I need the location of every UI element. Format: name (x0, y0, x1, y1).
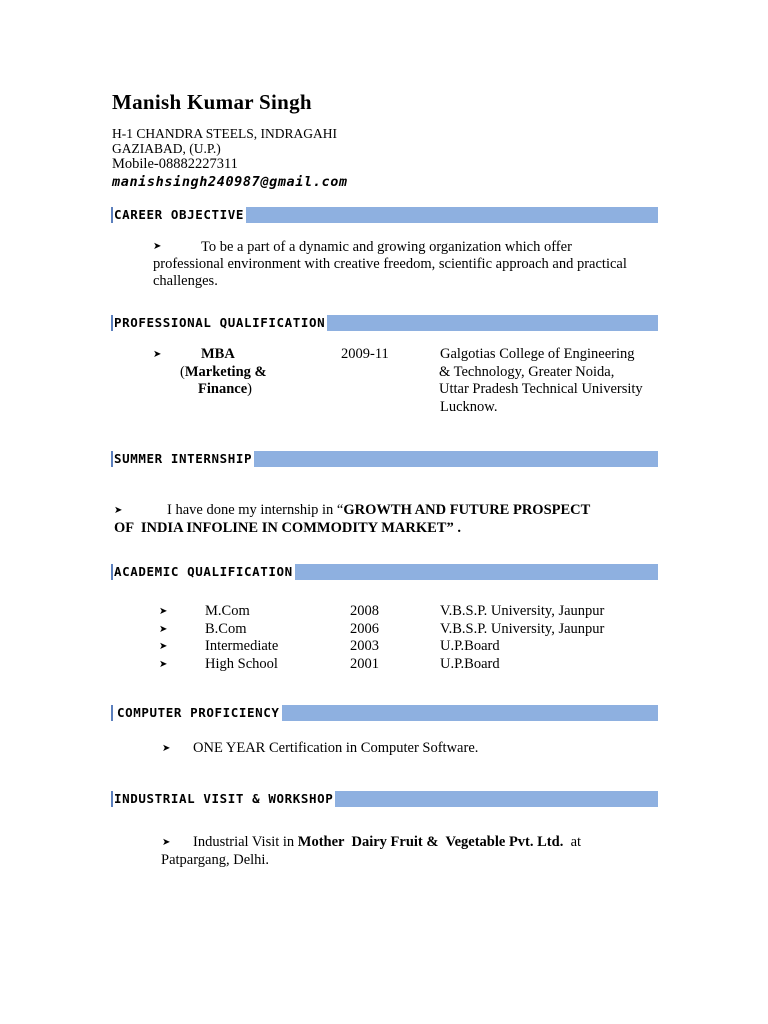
computer-item: ONE YEAR Certification in Computer Software. (193, 740, 479, 756)
objective-line-2: professional environment with creative freedom, scientific approach and practical (153, 256, 627, 272)
institute-line-3: Uttar Pradesh Technical University (439, 381, 643, 397)
board-cell: U.P.Board (440, 638, 500, 654)
degree-name: MBA (201, 346, 235, 362)
email-address: manishsingh240987@gmail.com (112, 174, 348, 190)
internship-line-2: OF INDIA INFOLINE IN COMMODITY MARKET” . (114, 520, 461, 536)
course-cell: B.Com (205, 621, 247, 637)
degree-year: 2009-11 (341, 346, 389, 362)
year-cell: 2001 (350, 656, 379, 672)
objective-line-1: To be a part of a dynamic and growing organization which offer (201, 239, 572, 255)
section-title: COMPUTER PROFICIENCY (113, 705, 282, 721)
section-title: INDUSTRIAL VISIT & WORKSHOP (114, 791, 334, 806)
candidate-name: Manish Kumar Singh (112, 90, 312, 114)
arrowhead-bullet-icon: ➤ (159, 641, 168, 652)
year-cell: 2006 (350, 621, 379, 637)
section-title: ACADEMIC QUALIFICATION (114, 564, 293, 579)
section-title: CAREER OBJECTIVE (114, 207, 245, 222)
section-header-industrial-visit (111, 791, 658, 807)
address-line-1: H-1 CHANDRA STEELS, INDRAGAHI (112, 126, 337, 141)
section-title: SUMMER INTERNSHIP (114, 451, 253, 466)
year-cell: 2003 (350, 638, 379, 654)
industrial-visit-line-2: Patpargang, Delhi. (161, 852, 270, 868)
arrowhead-bullet-icon: ➤ (159, 624, 168, 635)
internship-line-1: I have done my internship in “GROWTH AND FUTURE PROSPECT (167, 502, 591, 518)
section-header-summer-internship (111, 451, 658, 467)
section-header-professional-qualification (111, 315, 658, 331)
course-cell: M.Com (205, 603, 250, 619)
section-header-academic-qualification (111, 564, 658, 580)
objective-line-3: challenges. (153, 273, 218, 289)
degree-specialization-line-2: Finance) (198, 381, 252, 397)
section-header-career-objective (111, 207, 658, 223)
arrowhead-bullet-icon: ➤ (162, 837, 171, 848)
arrowhead-bullet-icon: ➤ (114, 505, 123, 516)
board-cell: U.P.Board (440, 656, 500, 672)
institute-line-1: Galgotias College of Engineering (440, 346, 635, 362)
degree-specialization-line-1: (Marketing & (180, 364, 267, 380)
institute-line-4: Lucknow. (440, 399, 498, 415)
arrowhead-bullet-icon: ➤ (153, 349, 162, 360)
section-title: PROFESSIONAL QUALIFICATION (114, 315, 326, 330)
course-cell: High School (205, 656, 278, 672)
board-cell: V.B.S.P. University, Jaunpur (440, 621, 605, 637)
address-line-2: GAZIABAD, (U.P.) (112, 141, 221, 156)
course-cell: Intermediate (205, 638, 279, 654)
arrowhead-bullet-icon: ➤ (159, 659, 168, 670)
arrowhead-bullet-icon: ➤ (162, 743, 171, 754)
arrowhead-bullet-icon: ➤ (153, 241, 162, 252)
year-cell: 2008 (350, 603, 379, 619)
arrowhead-bullet-icon: ➤ (159, 606, 168, 617)
section-header-computer-proficiency (111, 705, 658, 721)
industrial-visit-line-1: Industrial Visit in Mother Dairy Fruit & Vegetable Pvt. Ltd. at (193, 834, 582, 850)
board-cell: V.B.S.P. University, Jaunpur (440, 603, 605, 619)
institute-line-2: & Technology, Greater Noida, (439, 364, 615, 380)
mobile-number: Mobile-08882227311 (112, 156, 238, 172)
